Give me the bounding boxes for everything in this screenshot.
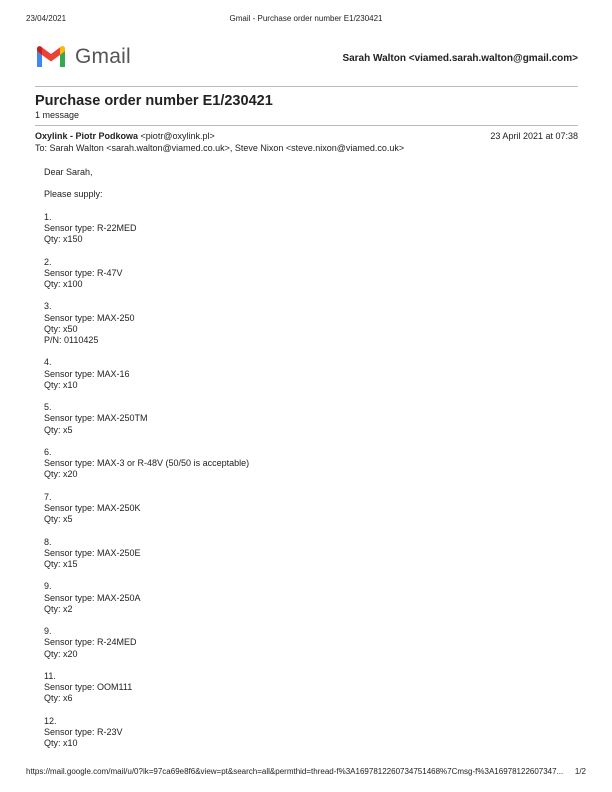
quantity: Qty: x150 (44, 234, 83, 245)
sensor-type: Sensor type: MAX-16 (44, 368, 130, 379)
sender-email[interactable]: <piotr@oxylink.pl> (140, 131, 215, 141)
item-number: 5. (44, 402, 52, 413)
order-item (44, 537, 249, 571)
print-footer (26, 767, 586, 779)
sensor-type: Sensor type: MAX-250 (44, 312, 135, 323)
item-number: 2. (44, 256, 52, 267)
sensor-type: Sensor type: OOM111 (44, 682, 133, 693)
divider (35, 125, 578, 126)
sensor-type: Sensor type: MAX-250TM (44, 413, 148, 424)
order-item (44, 626, 249, 660)
item-number: 1. (44, 211, 52, 222)
gmail-logo (35, 45, 131, 69)
item-number: 8. (44, 536, 52, 547)
message-datetime: 23 April 2021 at 07:38 (490, 131, 578, 141)
quantity: Qty: x5 (44, 424, 73, 435)
intro: Please supply: (44, 189, 103, 200)
order-item (44, 671, 249, 705)
recipients: To: Sarah Walton <sarah.walton@viamed.co.uk>, Steve Nixon <steve.nixon@viamed.co.uk> (35, 143, 405, 153)
quantity: Qty: x10 (44, 379, 78, 390)
page-number: 1/2 (574, 767, 586, 776)
greeting: Dear Sarah, (44, 167, 93, 177)
gmail-logo-icon (35, 45, 67, 69)
print-header (26, 14, 586, 26)
sensor-type: Sensor type: R-47V (44, 267, 123, 278)
item-number: 4. (44, 357, 52, 368)
order-item (44, 257, 249, 291)
order-item (44, 301, 249, 346)
item-number: 6. (44, 446, 52, 457)
account-label: Sarah Walton <viamed.sarah.walton@gmail.com> (342, 53, 578, 64)
quantity: Qty: x100 (44, 278, 83, 289)
sensor-type: Sensor type: MAX-250K (44, 502, 141, 513)
message-body (44, 167, 249, 761)
quantity: Qty: x5 (44, 514, 73, 525)
divider (35, 86, 578, 87)
sensor-type: Sensor type: R-24MED (44, 637, 137, 648)
item-number: 9. (44, 581, 52, 592)
quantity: Qty: x15 (44, 558, 78, 569)
print-url: https://mail.google.com/mail/u/0?ik=97ca69e8f6&view=pt&search=all&permthid=thread-f%3A1697812260734751468%7Cmsg-f%3A16978122607347... (26, 767, 564, 776)
item-number: 9. (44, 626, 52, 637)
quantity: Qty: x2 (44, 603, 73, 614)
quantity: Qty: x20 (44, 648, 78, 659)
message-count: 1 message (35, 110, 80, 120)
quantity: Qty: x10 (44, 738, 78, 749)
print-date: 23/04/2021 (26, 14, 67, 23)
item-number: 11. (44, 670, 56, 681)
order-item (44, 447, 249, 481)
item-number: 3. (44, 301, 52, 312)
email-subject: Purchase order number E1/230421 (35, 93, 273, 109)
quantity: Qty: x20 (44, 469, 78, 480)
order-items (44, 212, 249, 750)
order-item (44, 212, 249, 246)
print-title: Gmail - Purchase order number E1/230421 (229, 14, 383, 23)
order-item (44, 357, 249, 391)
sender (35, 131, 215, 141)
item-number: 12. (44, 715, 57, 726)
part-number: P/N: 0110425 (44, 334, 99, 345)
sensor-type: Sensor type: MAX-250A (44, 592, 141, 603)
order-item (44, 716, 249, 750)
order-item (44, 492, 249, 526)
sensor-type: Sensor type: R-22MED (44, 222, 137, 233)
sensor-type: Sensor type: R-23V (44, 726, 123, 737)
sensor-type: Sensor type: MAX-250E (44, 547, 141, 558)
sensor-type: Sensor type: MAX-3 or R-48V (50/50 is acceptable) (44, 458, 250, 469)
quantity: Qty: x6 (44, 693, 73, 704)
order-item (44, 402, 249, 436)
item-number: 7. (44, 491, 52, 502)
sender-name: Oxylink - Piotr Podkowa (35, 131, 139, 141)
order-item (44, 581, 249, 615)
quantity: Qty: x50 (44, 323, 78, 334)
gmail-wordmark: Gmail (75, 45, 131, 68)
